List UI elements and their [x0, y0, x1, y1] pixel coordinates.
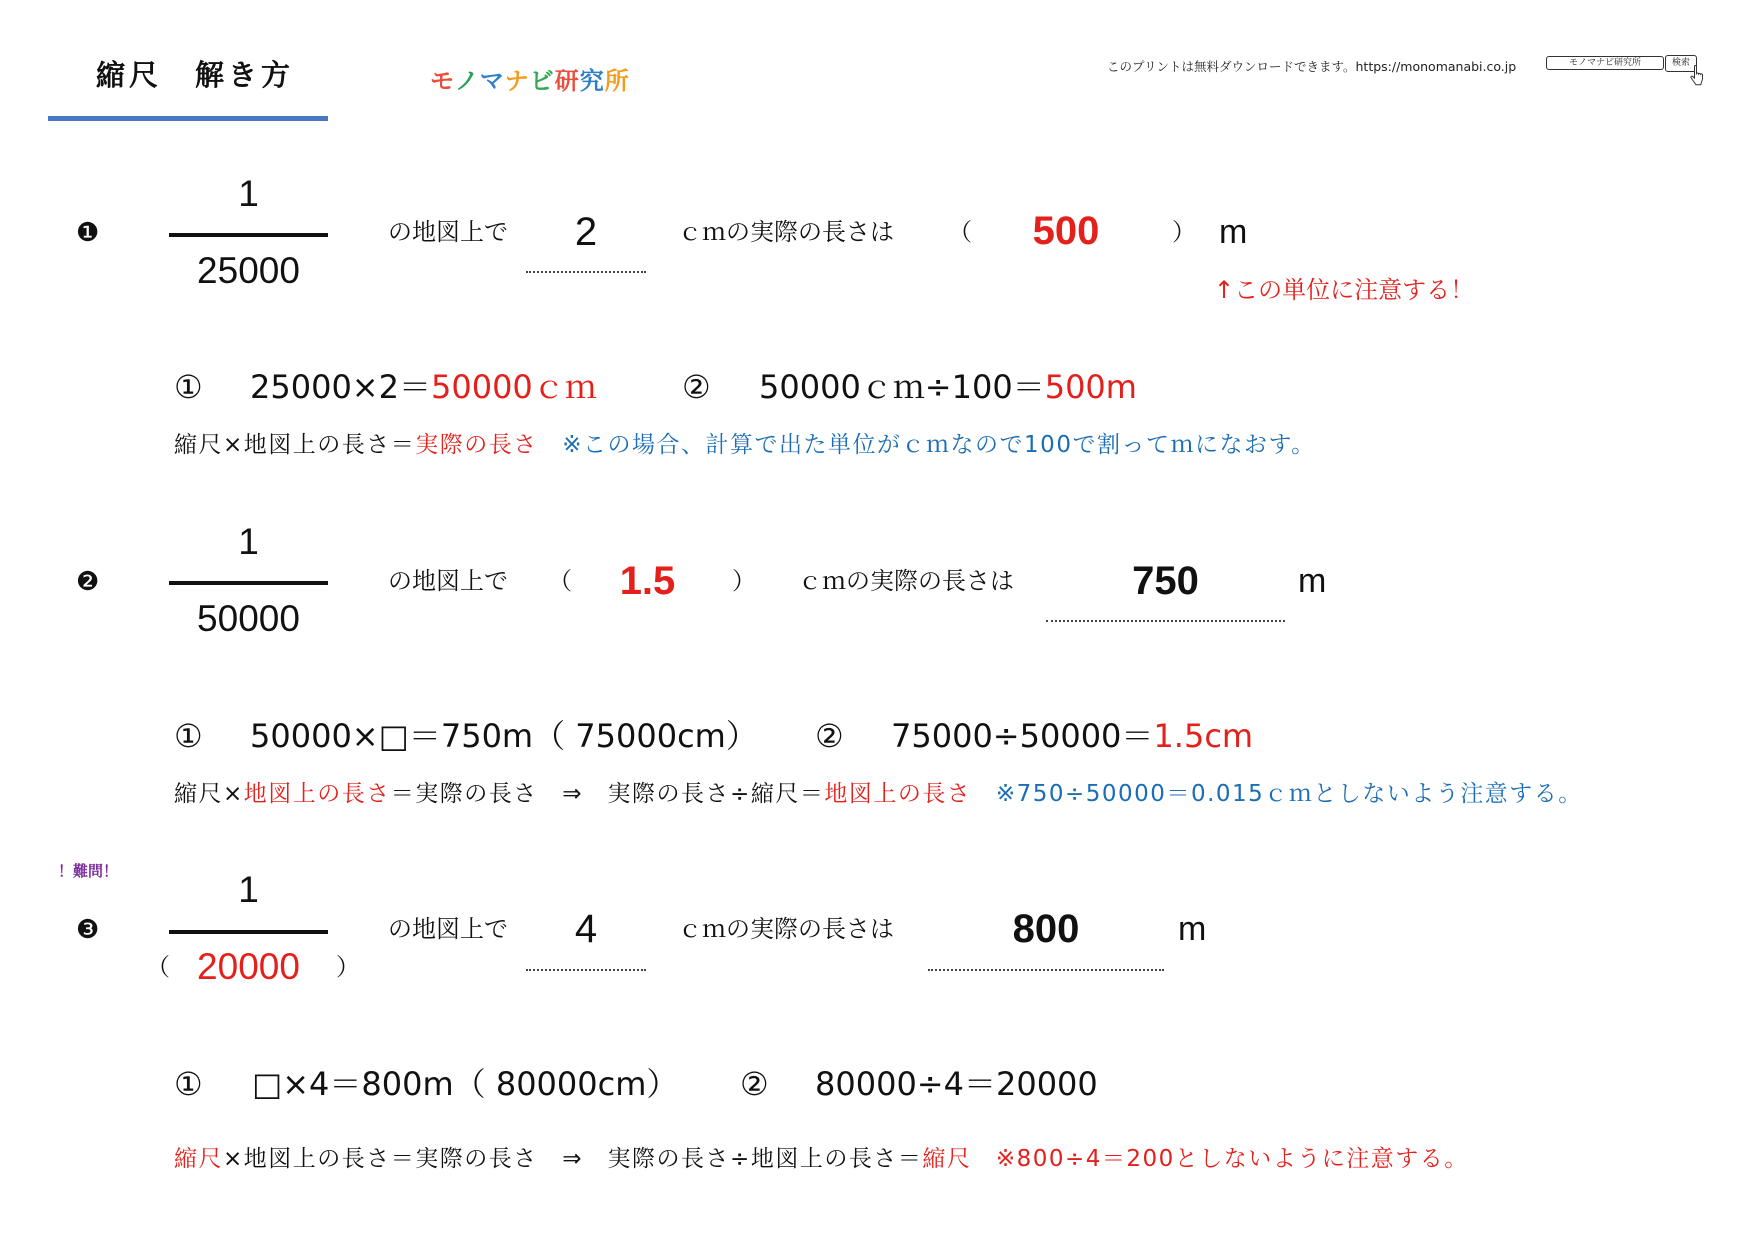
step-result: 50000ｃｍ [430, 368, 597, 406]
problem-3-scale-numerator: 1 [238, 869, 259, 910]
note-text: 縮尺× [174, 781, 244, 807]
step-expr: 75000÷50000＝ [891, 717, 1154, 755]
unit-label: m [1298, 562, 1327, 600]
paren-open: （ [948, 218, 972, 246]
hand-cursor-icon [1689, 65, 1706, 86]
step-2-marker: ② [740, 1065, 769, 1103]
note-tip: ※この場合、計算で出た単位がｃｍなので100で割ってｍになおす。 [537, 432, 1316, 458]
answer-blank-line [526, 969, 646, 971]
step-2-expression [759, 368, 1137, 406]
logo-char: 所 [604, 67, 630, 95]
step-result: 500m [1044, 368, 1137, 406]
problem-1-map-length: 2 [574, 210, 598, 254]
logo [430, 69, 630, 93]
step-1-expression: 50000×□＝750m（ 75000cm） [250, 717, 758, 755]
answer-blank-line [1046, 620, 1285, 622]
logo-char: 究 [579, 67, 605, 95]
step-2-marker: ② [682, 368, 711, 406]
step-1-expression [250, 368, 597, 406]
search-button[interactable]: 検索 [1665, 55, 1697, 72]
paren-close: ） [336, 953, 360, 981]
logo-char: ノ [454, 67, 480, 95]
step-1-marker: ① [174, 717, 203, 755]
unit-label: m [1178, 910, 1207, 948]
note-tip: ※750÷50000＝0.015ｃｍとしないよう注意する。 [971, 781, 1583, 807]
paren-close: ） [732, 567, 756, 595]
note-highlight: 地図上の長さ [243, 781, 391, 807]
logo-char: ビ [529, 67, 555, 95]
actual-label: ｃｍの実際の長さは [678, 218, 894, 246]
step-2-expression: 80000÷4＝20000 [815, 1065, 1098, 1103]
note-tip: ※800÷4＝200としないように注意する。 [971, 1146, 1469, 1172]
problem-2-map-length: 1.5 [619, 559, 676, 603]
problem-1-note [174, 434, 1316, 457]
logo-char: マ [479, 67, 505, 95]
answer-blank-line [526, 271, 646, 273]
fraction-bar [169, 930, 328, 934]
problem-2-marker: ❷ [76, 566, 100, 596]
map-label: の地図上で [388, 218, 508, 246]
note-highlight: 実際の長さ [415, 432, 538, 458]
note-text: ＝実際の長さ ⇒ 実際の長さ÷縮尺＝ [390, 781, 825, 807]
logo-char: モ [430, 67, 455, 95]
map-label: の地図上で [388, 915, 508, 943]
step-2-marker: ② [815, 717, 844, 755]
unit-warning: ↑この単位に注意する！ [1214, 276, 1475, 304]
problem-1-scale-denominator: 25000 [197, 250, 300, 291]
step-1-marker: ① [174, 1065, 203, 1103]
step-result: 1.5cm [1153, 717, 1254, 755]
problem-2-scale-denominator: 50000 [197, 598, 300, 639]
problem-2-actual-length: 750 [1132, 559, 1199, 603]
actual-label: ｃｍの実際の長さは [678, 915, 894, 943]
difficulty-tag: ！難問！ [58, 862, 119, 880]
actual-label: ｃｍの実際の長さは [798, 567, 1014, 595]
step-expr: 50000ｃｍ÷100＝ [759, 368, 1045, 406]
logo-char: 研 [554, 67, 580, 95]
problem-1-marker: ❶ [76, 217, 100, 247]
title-underline [48, 116, 328, 121]
problem-1-actual-length: 500 [1032, 209, 1100, 253]
note-highlight: 縮尺 [922, 1146, 972, 1172]
note-text: ×地図上の長さ＝実際の長さ ⇒ 実際の長さ÷地図上の長さ＝ [223, 1146, 923, 1172]
problem-1-scale-numerator: 1 [238, 173, 259, 214]
problem-3-marker: ❸ [76, 914, 100, 944]
note-highlight: 縮尺 [174, 1146, 223, 1172]
unit-label: m [1219, 213, 1248, 251]
download-note: このプリントは無料ダウンロードできます。https://monomanabi.co.jp [1107, 59, 1517, 74]
logo-char: ナ [504, 67, 530, 95]
fraction-bar [169, 581, 328, 585]
fraction-bar [169, 233, 328, 237]
problem-3-actual-length: 800 [1012, 907, 1080, 951]
paren-open: （ [548, 567, 572, 595]
step-1-marker: ① [174, 368, 203, 406]
problem-3-map-length: 4 [574, 907, 598, 951]
step-1-expression: □×4＝800m（ 80000cm） [252, 1065, 679, 1103]
problem-3-scale-denominator: 20000 [197, 946, 300, 987]
problem-2-scale-numerator: 1 [238, 521, 259, 562]
step-expr: 25000×2＝ [250, 368, 431, 406]
note-highlight: 地図上の長さ [824, 781, 972, 807]
paren-open: （ [146, 953, 170, 981]
answer-blank-line [928, 969, 1164, 971]
problem-3-note [174, 1148, 1469, 1171]
note-text: 縮尺×地図上の長さ＝ [174, 432, 416, 458]
search-input[interactable] [1546, 56, 1664, 70]
page-title: 縮尺 解き方 [96, 58, 295, 92]
step-2-expression [891, 717, 1254, 755]
map-label: の地図上で [388, 567, 508, 595]
paren-close: ） [1172, 218, 1196, 246]
problem-2-note [174, 783, 1583, 806]
